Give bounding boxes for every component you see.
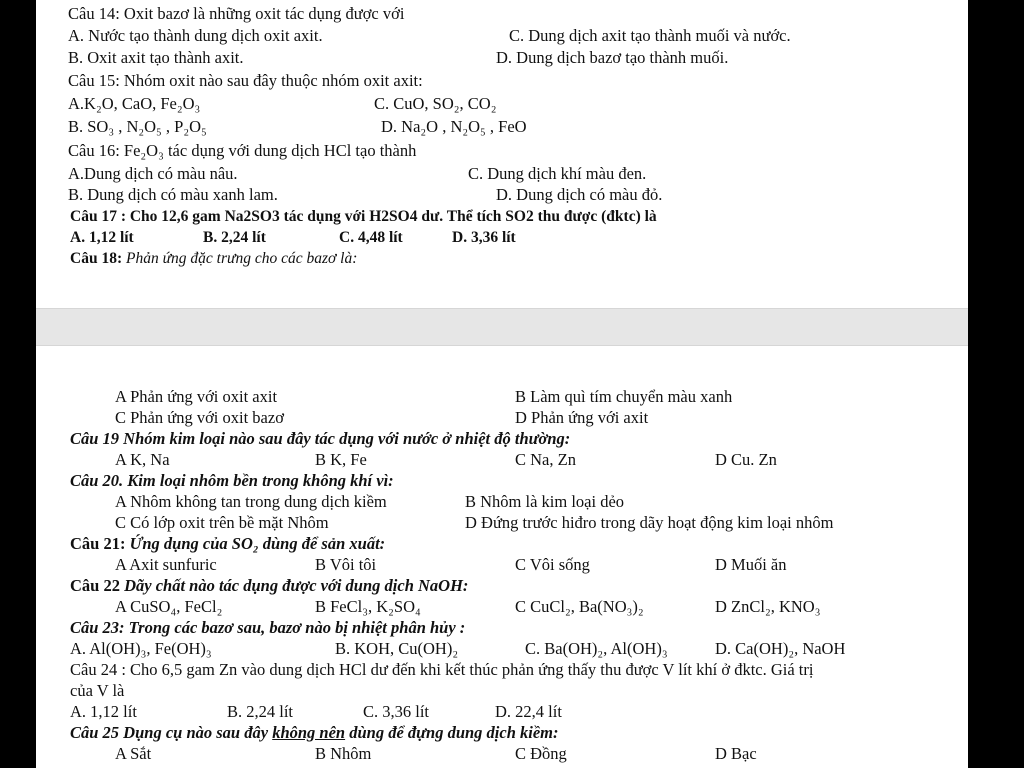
q17-option-b: B. 2,24 lít [203,229,266,246]
q18-question [70,249,357,269]
q21-question [70,534,385,554]
q25-question-emphasis: không nên [272,723,346,742]
page-break [36,308,968,346]
q22-option-b: B FeCl₃, K₂SO₄ [315,597,421,616]
q20-option-c: C Có lớp oxit trên bề mặt Nhôm [115,513,329,532]
document-page-2 [36,346,968,768]
q25-question-pre: Câu 25 Dụng cụ nào sau đây [70,723,273,742]
q17-option-d: D. 3,36 lít [452,229,516,246]
q16-question: Câu 16: Fe₂O₃ tác dụng với dung dịch HCl tạo thành [68,141,417,160]
q14-option-a: A. Nước tạo thành dung dịch oxit axit. [68,26,323,45]
q22-option-d: D ZnCl₂, KNO₃ [715,597,821,616]
q25-question [70,723,559,743]
q20-question: Câu 20. Kim loại nhôm bền trong không khí vì: [70,471,394,490]
q24-option-b: B. 2,24 lít [227,702,294,721]
q14-question: Câu 14: Oxit bazơ là những oxit tác dụng được với [68,4,405,23]
q21-text: Ứng dụng của SO₂ dùng để sản xuất: [129,534,386,553]
q15-option-d: D. Na₂O , N₂O₅ , FeO [381,117,527,136]
document-page-1 [36,0,968,308]
q14-option-d: D. Dung dịch bazơ tạo thành muối. [496,48,729,67]
q19-question: Câu 19 Nhóm kim loại nào sau đây tác dụng với nước ở nhiệt độ thường: [70,429,571,448]
q23-option-d: D. Ca(OH)₂, NaOH [715,639,846,658]
q14-option-c: C. Dung dịch axit tạo thành muối và nước. [509,26,791,45]
q24-question-line2: của V là [70,681,125,700]
q22-text: Dãy chất nào tác dụng được với dung dịch NaOH: [124,576,469,595]
q24-question-line1: Câu 24 : Cho 6,5 gam Zn vào dung dịch HCl dư đến khi kết thúc phản ứng thấy thu được V lít khí ở đktc. Giá trị [70,660,814,679]
q20-option-d: D Đứng trước hiđro trong dãy hoạt động kim loại nhôm [465,513,834,532]
q23-question: Câu 23: Trong các bazơ sau, bazơ nào bị nhiệt phân hủy : [70,618,466,637]
q17-option-a: A. 1,12 lít [70,229,134,246]
q24-option-c: C. 3,36 lít [363,702,430,721]
q15-option-b: B. SO₃ , N₂O₅ , P₂O₅ [68,117,207,136]
q14-option-b: B. Oxit axit tạo thành axit. [68,48,244,67]
q18-option-a: A Phản ứng với oxit axit [115,387,278,406]
q22-option-c: C CuCl₂, Ba(NO₃)₂ [515,597,644,616]
q19-option-b: B K, Fe [315,450,367,469]
q25-option-c: C Đồng [515,744,567,763]
q24-option-a: A. 1,12 lít [70,702,137,721]
q25-option-a: A Sắt [115,744,152,763]
q18-text: Phản ứng đặc trưng cho các bazơ là: [125,250,358,267]
q18-option-b: B Làm quì tím chuyển màu xanh [515,387,733,406]
q22-option-a: A CuSO₄, FeCl₂ [115,597,223,616]
q21-option-b: B Vôi tôi [315,555,377,574]
q16-option-a: A.Dung dịch có màu nâu. [68,164,238,183]
q15-option-c: C. CuO, SO₂, CO₂ [374,94,497,113]
q24-option-d: D. 22,4 lít [495,702,562,721]
q25-option-b: B Nhôm [315,744,372,763]
q21-option-d: D Muối ăn [715,555,787,574]
q16-option-d: D. Dung dịch có màu đỏ. [496,185,663,204]
q17-option-c: C. 4,48 lít [339,229,403,246]
q17-question: Câu 17 : Cho 12,6 gam Na2SO3 tác dụng với H2SO4 dư. Thể tích SO2 thu được (đktc) là [70,208,657,225]
q18-option-d: D Phản ứng với axit [515,408,649,427]
q22-question [70,576,468,596]
q15-option-a: A.K₂O, CaO, Fe₂O₃ [68,94,201,113]
q20-option-b: B Nhôm là kim loại dẻo [465,492,625,511]
q16-option-b: B. Dung dịch có màu xanh lam. [68,185,278,204]
q25-question-post: dùng để đựng dung dịch kiềm: [345,723,559,742]
q21-option-a: A Axit sunfuric [115,555,217,574]
q19-option-d: D Cu. Zn [715,450,777,469]
q18-label: Câu 18: [70,250,123,267]
q21-label: Câu 21: [70,534,126,553]
q23-option-a: A. Al(OH)₃, Fe(OH)₃ [70,639,212,658]
q16-option-c: C. Dung dịch khí màu đen. [468,164,647,183]
q22-label: Câu 22 [70,576,120,595]
q23-option-b: B. KOH, Cu(OH)₂ [335,639,459,658]
q21-option-c: C Vôi sống [515,555,590,574]
q15-question: Câu 15: Nhóm oxit nào sau đây thuộc nhóm oxit axit: [68,71,423,90]
q19-option-a: A K, Na [115,450,170,469]
q23-option-c: C. Ba(OH)₂, Al(OH)₃ [525,639,668,658]
q19-option-c: C Na, Zn [515,450,576,469]
q20-option-a: A Nhôm không tan trong dung dịch kiềm [115,492,387,511]
q25-option-d: D Bạc [715,744,757,763]
q18-option-c: C Phản ứng với oxit bazơ [115,408,284,427]
